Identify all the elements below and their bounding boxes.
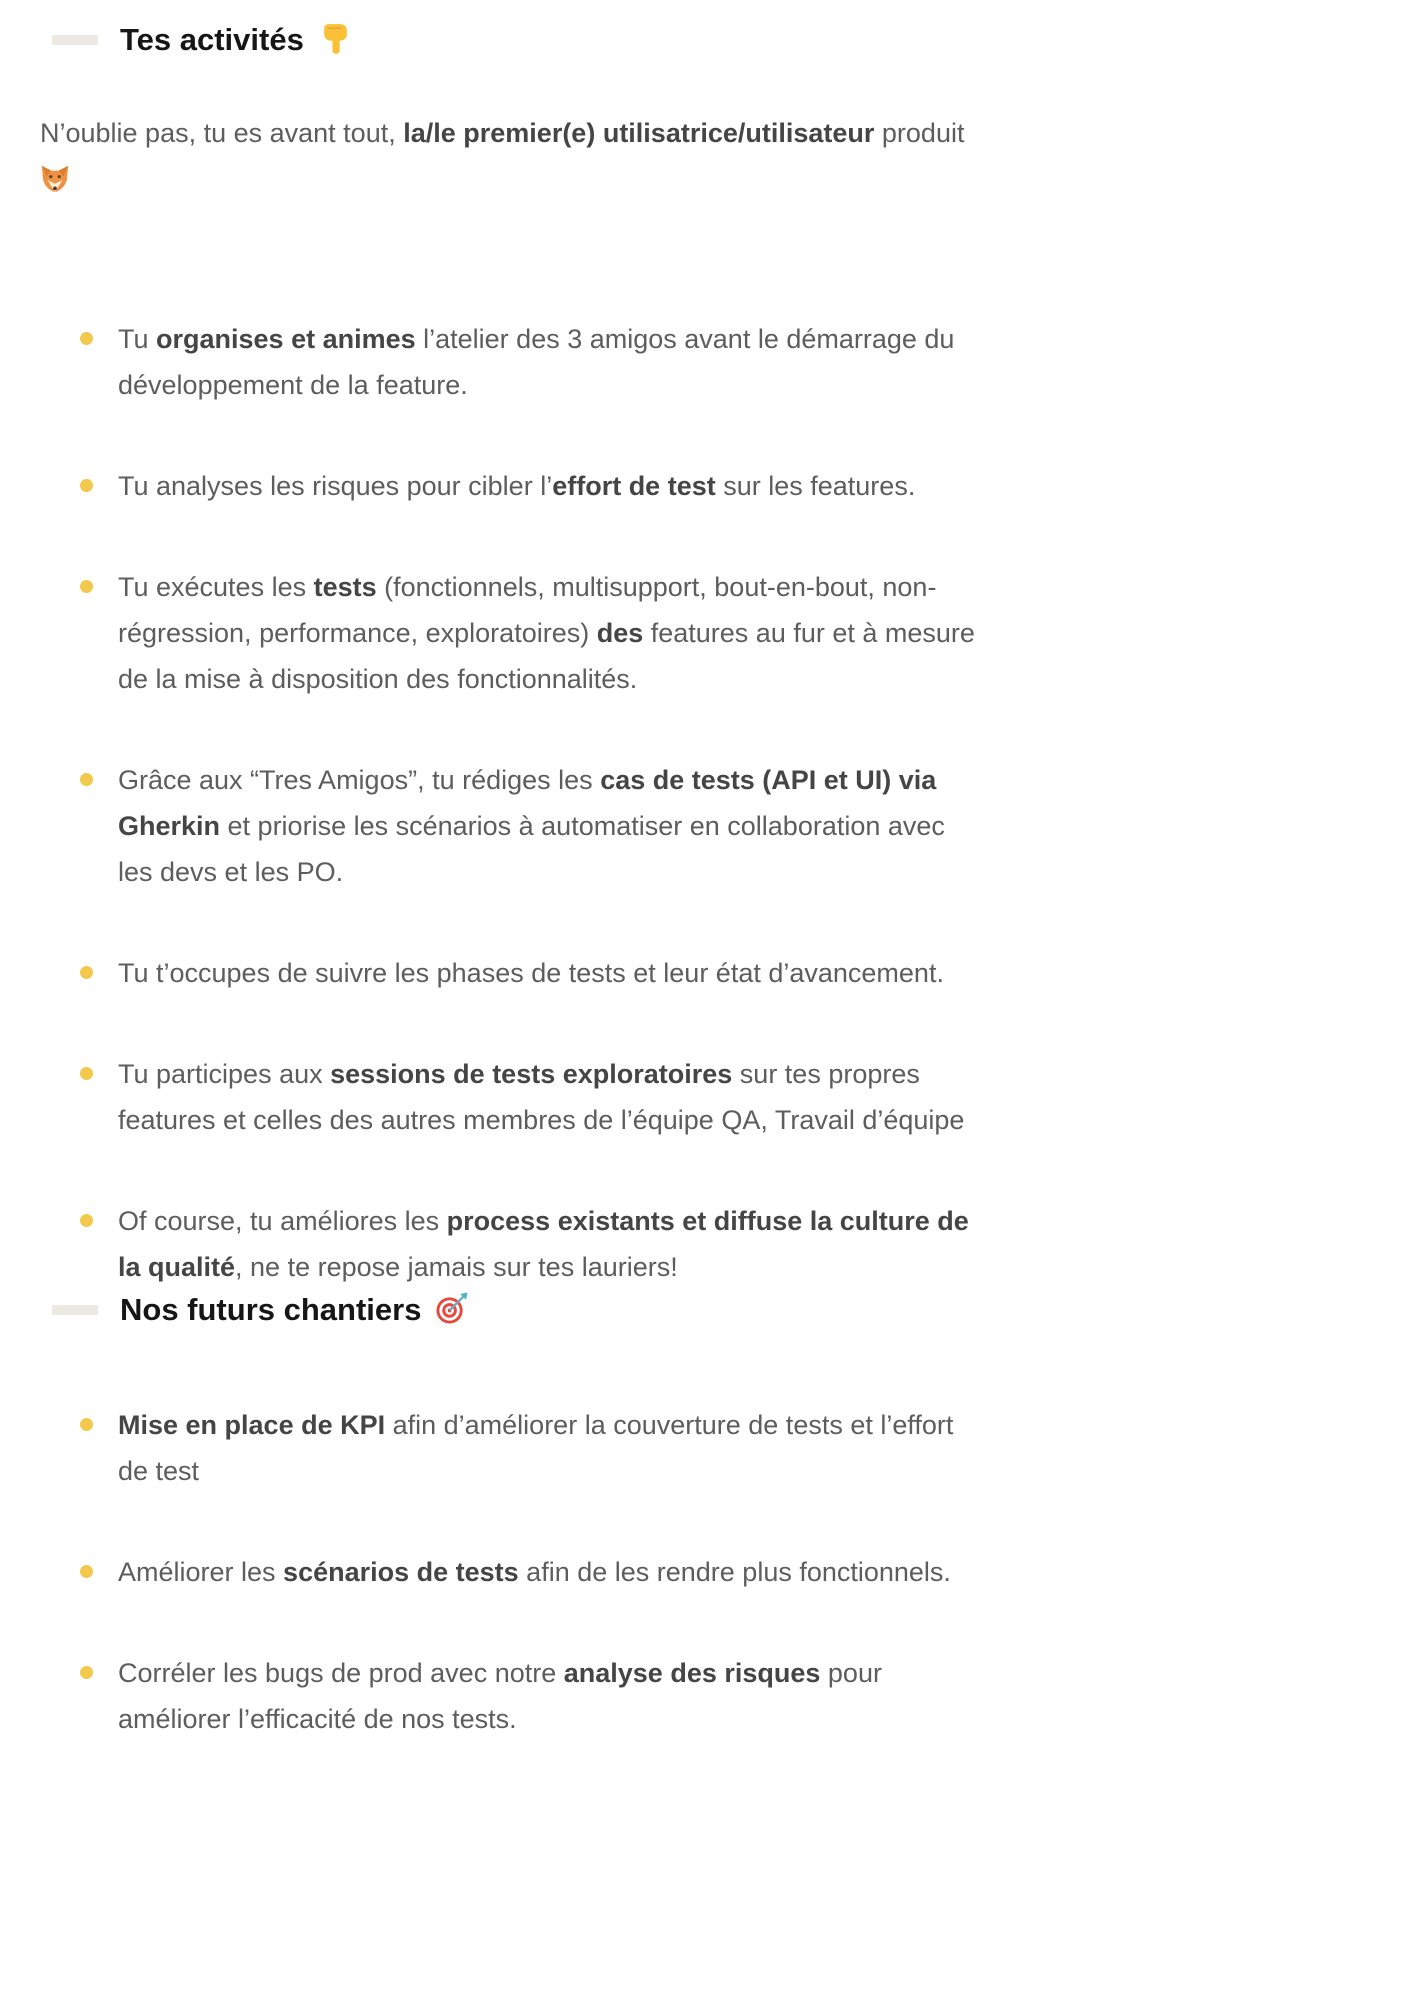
bullet-dot-icon	[80, 1666, 93, 1679]
text: features au fur et à mesure de la mise à disposition des fonctionnalités.	[118, 618, 975, 694]
future-projects-heading-row	[40, 1290, 985, 1330]
text: Grâce aux “Tres Amigos”, tu rédiges les	[118, 765, 601, 795]
bold-text: organises et animes	[156, 324, 416, 354]
list-item	[40, 757, 985, 895]
text: afin de les rendre plus fonctionnels.	[518, 1557, 951, 1587]
bullet-dot-icon	[80, 966, 93, 979]
list-item	[40, 564, 985, 702]
text: N’oublie pas, tu es avant tout,	[40, 118, 404, 148]
bold-text: la/le premier(e) utilisatrice/utilisateur	[403, 118, 875, 148]
bold-text: des	[596, 618, 644, 648]
list-item-text	[118, 564, 985, 702]
bullet-dot-icon	[80, 1565, 93, 1578]
list-item	[40, 1402, 985, 1494]
text: sur tes propres features et celles des autres membres de l’équipe QA, Travail d’équipe	[118, 1059, 965, 1135]
list-item	[40, 950, 985, 996]
text: , ne te repose jamais sur tes lauriers!	[235, 1252, 678, 1282]
list-item-text	[118, 1650, 985, 1742]
document-content	[40, 20, 985, 1742]
fox-emoji-wrap	[40, 164, 70, 194]
fox-emoji	[40, 164, 70, 194]
list-item-text	[118, 463, 915, 509]
bullet-dot-icon	[80, 580, 93, 593]
bullet-dot-icon	[80, 1214, 93, 1227]
activities-heading-row	[40, 20, 985, 60]
list-item	[40, 1051, 985, 1143]
bold-text: scénarios de tests	[283, 1557, 519, 1587]
section-activities	[40, 20, 985, 1290]
future-projects-title-emoji	[435, 1290, 468, 1330]
future-projects-title	[120, 1290, 468, 1330]
bullet-dot-icon	[80, 1067, 93, 1080]
text: (fonctionnels, multisupport, bout-en-bout, non-régression, performance, exploratoires)	[118, 572, 937, 648]
list-item	[40, 463, 985, 509]
future-projects-title-text: Nos futurs chantiers	[120, 1292, 422, 1327]
text: Améliorer les	[118, 1557, 284, 1587]
activities-title-text: Tes activités	[120, 22, 304, 57]
text: sur les features.	[715, 471, 916, 501]
text: Of course, tu améliores les	[118, 1206, 447, 1236]
list-item-text	[118, 757, 985, 895]
list-item-text	[118, 316, 985, 408]
text: afin d’améliorer la couverture de tests et l’effort de test	[118, 1410, 954, 1486]
text: et priorise les scénarios à automatiser en collaboration avec les devs et les PO.	[118, 811, 945, 887]
list-item-text	[118, 1549, 951, 1595]
bullet-dot-icon	[80, 1418, 93, 1431]
bullet-dot-icon	[80, 332, 93, 345]
bullet-dot-icon	[80, 773, 93, 786]
text: pour améliorer l’efficacité de nos tests.	[118, 1658, 882, 1734]
activities-title	[120, 20, 351, 60]
list-item	[40, 1650, 985, 1742]
activities-list	[40, 316, 985, 1290]
list-item-text	[118, 1198, 985, 1290]
bold-text: analyse des risques	[563, 1658, 821, 1688]
text: Tu	[118, 324, 157, 354]
bold-text: tests	[313, 572, 377, 602]
list-item-text	[118, 950, 944, 996]
list-item-text	[118, 1051, 985, 1143]
pointing-down-emoji	[318, 22, 351, 55]
intro-paragraph	[40, 110, 985, 202]
bold-text: process existants et diffuse la culture de la qualité	[118, 1206, 969, 1282]
list-item	[40, 1549, 985, 1595]
future-projects-list	[40, 1402, 985, 1742]
target-emoji	[435, 1292, 468, 1325]
section-future-projects	[40, 1290, 985, 1742]
list-item-text	[118, 1402, 985, 1494]
bold-text: effort de test	[552, 471, 716, 501]
heading-dash-decoration	[52, 35, 98, 45]
bold-text: Mise en place de KPI	[118, 1410, 386, 1440]
text: produit	[874, 118, 965, 148]
bold-text: cas de tests (API et UI) via Gherkin	[118, 765, 937, 841]
bold-text: sessions de tests exploratoires	[330, 1059, 733, 1089]
bullet-dot-icon	[80, 479, 93, 492]
list-item	[40, 316, 985, 408]
text: l’atelier des 3 amigos avant le démarrage du développement de la feature.	[118, 324, 955, 400]
activities-title-emoji	[318, 20, 351, 60]
text: Tu exécutes les	[118, 572, 314, 602]
text: Corréler les bugs de prod avec notre	[118, 1658, 564, 1688]
text: Tu analyses les risques pour cibler l’	[118, 471, 553, 501]
list-item	[40, 1198, 985, 1290]
text: Tu participes aux	[118, 1059, 331, 1089]
text: Tu t’occupes de suivre les phases de tests et leur état d’avancement.	[118, 958, 944, 988]
heading-dash-decoration	[52, 1305, 98, 1315]
